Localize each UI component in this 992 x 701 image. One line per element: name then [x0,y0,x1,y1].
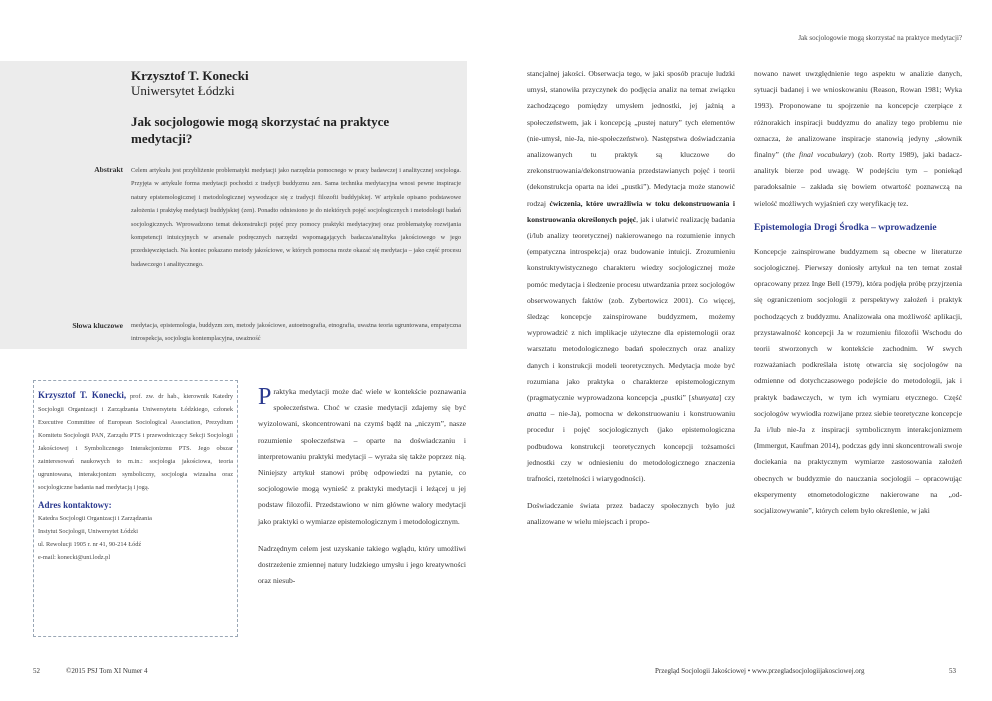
abstract-text: Celem artykułu jest przybliżenie problematyki medytacji jako narzędzia pomocnego w pracy badawczej i analitycznej socjologa. Przyjęta w artykule forma medytacji pochodzi z tradycji buddyzmu zen. Sama technika medytacyjna wnosi pewne inspiracje natury epistemologicznej i metodologicznej wywodzące się z tradycji filozofii buddyjskiej. W artykule opisano podstawowe założenia i praktykę medytacji buddyjskiej (zen). Ponadto odniesiono je do niektórych pojęć socjologicznych i metodologii badań socjologicznych. Wprowadzono temat dekonstrukcji pojęć przy pomocy praktyki medytacyjnej oraz problematykę rozwijania kompetencji intuicyjnych w arsenale podręcznych narzędzi wspomagających badacza/analityka jakościowego w jego przedsięwzięciach. Na koniec pokazano metody jakościowe, w których pomocna może okazać się medytacja – jako część procesu badawczego i analitycznego. [131,167,461,268]
bio-author-name: Krzysztof T. Konecki, [38,390,127,400]
contact-department: Katedra Socjologii Organizacji i Zarządzania [38,515,152,522]
italic-text-run: shunyata [691,393,719,403]
text-run: – nie-Ja), pomocna w dekonstruowaniu i konstruowaniu procedur i pojęć socjologicznych (jako epistemologiczna podbudowa konstrukcji teoretycznych koncepcji tożsamości jednostki czy w odniesieniu do metodologicznego znaczenia trafności, rzetelności i wiarygodności). [527,409,735,484]
body-paragraph [754,66,962,212]
body-paragraph [527,66,735,487]
section-heading: Epistemologia Drogi Środka – wprowadzenie [754,222,937,233]
text-run: stancjalnej jakości. Obserwacja tego, w jaki sposób pracuje ludzki umysł, stanowiła przyczynek do podjęcia analiz na temat związku zachodzącego pomiędzy umysłem jednostki, jej jaźnią a społeczeństwem, jak i koncepcją „pustej natury” tych elementów (nie-umysł, nie-Ja, nie-społeczeństwo). Następstwa doświadczania analizowanych tu praktyk są kluczowe do zrekonstruowania/dekonstruowania przedstawianych pojęć i teorii (dekonstrukcja oparta na idei „pustki”). Medytacja może stanowić rodzaj [527,69,735,208]
text-run: nowano nawet uwzględnienie tego aspektu w analizie danych, sytuacji badanej i we wnioskowaniu (Reason, Rowan 1981; Wyka 1993). Proponowane tu spojrzenie na koncepcje czerpiące z różnorakich inspiracji buddyzmu do analizy tego problemu nie oznacza, że analizowane inspiracje stanowią jedyny „słownik finalny” ( [754,69,962,160]
footer-left: ©2015 PSJ Tom XI Numer 4 [66,667,148,675]
author-affiliation: Uniwersytet Łódzki [131,83,235,98]
contact-address: ul. Rewolucji 1905 r. nr 41, 90-214 Łódź [38,541,142,548]
footer-right[interactable]: Przegląd Socjologii Jakościowej • www.przegladsocjologiijakosciowej.org [655,667,865,675]
italic-text-run: anatta [527,409,547,419]
drop-cap: P [258,384,272,410]
italic-text-run: the final vocabulary [785,150,852,160]
contact-email[interactable]: e-mail: konecki@uni.lodz.pl [38,554,111,561]
right-body-column-1 [527,66,735,531]
author-name: Krzysztof T. Konecki [131,68,249,83]
body-paragraph: Koncepcje zainspirowane buddyzmem są obecne w literaturze socjologicznej. Pierwszy doniosły artykuł na ten temat został opracowany przez Inge Bell (1979), która podjęła próbę przyjrzenia się ograniczeniom socjologii z perspektywy założeń i praktyk pochodzących z buddyzmu. Analizowała ona możliwość aplikacji, przystawalność koncepcji Ja w rozumieniu filozofii Wschodu do teorii stworzonych w kontekście zachodnim. W swych rozważaniach podkreślała istotę otwarcia się socjologów na odmienne od dotychczasowego podejście do metodologii, jak i praktyk badawczych, w tym ich wymiaru etycznego. Część socjologów wywiodła rozwijane przez siebie teoretyczne koncepcje Ja i/lub nie-Ja z inspiracji symbolicznym interakcjonizmem (Immergut, Kaufman 2014), podczas gdy inni skoncentrowali swoje dociekania na praktycznym wymiarze zastosowania założeń obecnych w buddyzmie do nauczania socjologii – opracowując eksperymenty etnometodologiczne nakierowane na „od-socjalizowywanie”, których celem było określenie, w jaki [754,246,962,516]
right-body-column-2 [754,66,962,519]
running-head: Jak socjologowie mogą skorzystać na praktyce medytacji? [798,34,962,42]
page-number-right: 53 [949,667,956,675]
contact-title: Adres kontaktowy: [38,500,112,510]
author-bio-box [33,380,238,637]
body-paragraph: Doświadczanie świata przez badaczy społecznych było już analizowane w wielu miejscach i propo- [527,501,735,527]
body-paragraph: Nadrzędnym celem jest uzyskanie takiego wglądu, który umożliwi dostrzeżenie zmiennej natury ludzkiego umysłu i jego kreatywności oraz niesub- [258,543,466,586]
text-run: ] czy [718,393,735,403]
bold-text-run: ćwiczenia, które uwrażliwia w toku dekonstruowania i konstruowania określonych pojęć [527,198,735,224]
keywords-label: Słowa kluczowe [72,321,123,330]
keywords-text: medytacja, epistemologia, buddyzm zen, metody jakościowe, autoetnografia, etnografia, uważna teoria ugruntowana, empatyczna introspekcja, socjologia kontemplacyjna, uważność [131,322,461,343]
body-paragraph [258,384,466,530]
contact-institute: Instytut Socjologii, Uniwersytet Łódzki [38,528,139,535]
article-title: Jak socjologowie mogą skorzystać na praktyce medytacji? [131,114,390,146]
abstract-label: Abstrakt [94,165,123,174]
author-bio [38,389,233,494]
text-run: ) (zob. Rorty 1989), jaki badacz-analityk bierze pod uwagę. W podejściu tym – poniekąd paradoksalnie – zakłada się bowiem otwartość poznawczą na wielość możliwych wyjaśnień czy weryfikację tez. [754,150,962,208]
page-number-left: 52 [33,667,40,675]
text-run: , jak i ułatwić realizację badania (i/lub analizy teoretycznej) nakierowanego na rozumienie innych (empatyczna introspekcja) oraz budowanie intuicji. Zrozumieniu konstruktywistycznego charakteru wiedzy socjologicznej może pomóc medytacja i śledzenie procesu utwardzania przez socjologów obserwowanych faktów (zob. Zybertowicz 2001). Co więcej, śledząc koncepcje zainspirowane buddyzmem, możemy wyprowadzić z nich implikacje użyteczne dla epistemologii oraz warsztatu metodologicznego badań społecznych oraz analizy danych i konstrukcji modeli teoretycznych. Medytacja może być rozumiana jako praktyka o charakterze epistemologicznym (pragmatycznie wyprowadzona koncepcja „pustki” [ [527,214,736,403]
left-body-column [258,384,466,589]
body-paragraph-text: raktyka medytacji może dać wiele w kontekście poznawania społeczeństwa. Choć w czasie medytacji zdajemy się być wyizolowani, skoncentrowani na czymś bądź na „niczym”, nasze rozumienie społeczeństwa – oparte na doświadczaniu i interpretowaniu praktyki medytacji – wyraża się także poprzez nią. Niniejszy artykuł stanowi próbę odpowiedzi na pytanie, co socjologowie mogą wynieść z praktyki medytacji i leżącej u jej podstaw filozofii. Przedstawiono w nim główne walory medytacji jako praktyki o wymiarze epistemologicznym i metodologicznym. [258,387,466,526]
bio-text: prof. zw. dr hab., kierownik Katedry Socjologii Organizacji i Zarządzania Uniwersytetu Łódzkiego, członek Executive Committee of European Sociological Association, Prezydium Komitetu Socjologii PAN, Zarządu PTS i przewodniczący Sekcji Socjologii Jakościowej i Symbolicznego Interakcjonizmu PTS. Jego obszar zainteresowań naukowych to m.in.: socjologia jakościowa, teoria ugruntowana, interakcjonizm symboliczny, socjologia wizualna oraz socjologiczne badania nad medytacją i jogą. [38,393,233,491]
